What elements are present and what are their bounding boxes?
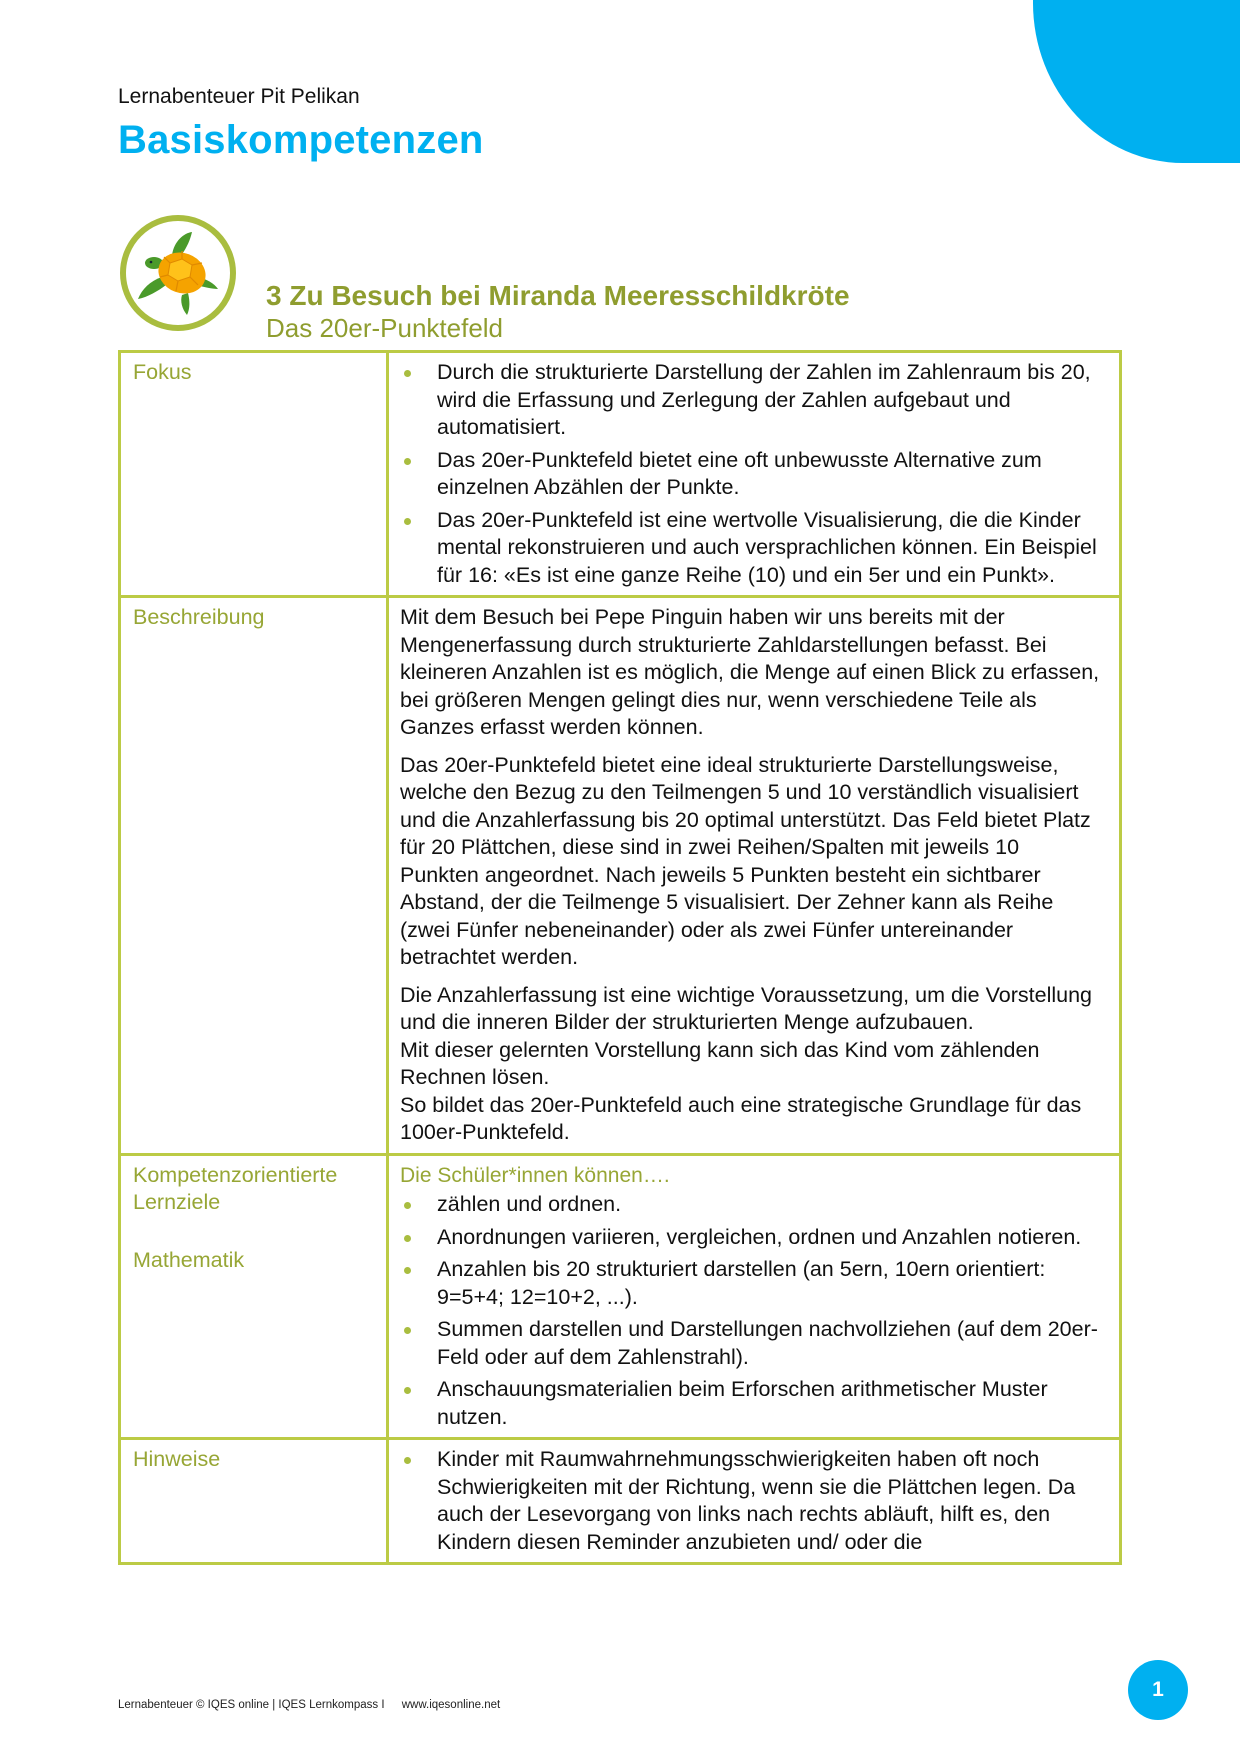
bullet-item: Anzahlen bis 20 strukturiert darstellen (an 5ern, 10ern orientiert: 9=5+4; 12=10+2, ...). bbox=[400, 1256, 1103, 1311]
bullet-item: Durch die strukturierte Darstellung der Zahlen im Zahlenraum bis 20, wird die Erfassung und Zerlegung der Zahlen aufgebaut und automatisiert. bbox=[400, 359, 1103, 442]
row-label-text: Kompetenzorientierte Lernziele bbox=[133, 1162, 338, 1214]
table-row-fokus bbox=[120, 352, 1121, 597]
paragraph: Das 20er-Punktefeld bietet eine ideal strukturierte Darstellungsweise, welche den Bezug zu den Teilmengen 5 und 10 verständlich visualisiert und die Anzahlerfassung bis 20 optimal unterstützt. Das Feld bietet Platz für 20 Plättchen, diese sind in zwei Reihen/Spalten mit jeweils 10 Punkten angeordnet. Nach jeweils 5 Punkten besteht ein sichtbarer Abstand, der die Teilmenge 5 visualisiert. Der Zehner kann als Reihe (zwei Fünfer nebeneinander) oder als zwei Fünfer untereinander betrachtet werden. bbox=[400, 752, 1091, 969]
row-content bbox=[388, 597, 1121, 1155]
row-label: Hinweise bbox=[120, 1439, 388, 1564]
table-row-hinweise bbox=[120, 1439, 1121, 1564]
paragraph: So bildet das 20er-Punktefeld auch eine strategische Grundlage für das 100er-Punktefeld. bbox=[400, 1092, 1082, 1144]
bullet-item: Summen darstellen und Darstellungen nachvollziehen (auf dem 20er-Feld oder auf dem Zahlenstrahl). bbox=[400, 1316, 1103, 1371]
footer-link[interactable]: www.iqesonline.net bbox=[401, 1699, 501, 1711]
row-content bbox=[388, 1439, 1121, 1564]
corner-decoration bbox=[1033, 0, 1240, 163]
page-number-badge: 1 bbox=[1128, 1660, 1188, 1720]
row-label bbox=[120, 1154, 388, 1439]
brand-name: Lernabenteuer Pit Pelikan bbox=[118, 85, 360, 108]
row-content bbox=[388, 352, 1121, 597]
unit-subtitle: Das 20er-Punktefeld bbox=[266, 313, 504, 343]
bullet-item: Das 20er-Punktefeld bietet eine oft unbewusste Alternative zum einzelnen Abzählen der Punkte. bbox=[400, 447, 1103, 502]
paragraph: Mit dieser gelernten Vorstellung kann sich das Kind vom zählenden Rechnen lösen. bbox=[400, 1037, 1040, 1089]
row-content bbox=[388, 1154, 1121, 1439]
bullet-item: zählen und ordnen. bbox=[400, 1191, 1103, 1219]
sea-turtle-icon bbox=[120, 215, 236, 331]
intro-text: Die Schüler*innen können…. bbox=[400, 1163, 670, 1187]
bullet-item: Anordnungen variieren, vergleichen, ordnen und Anzahlen notieren. bbox=[400, 1224, 1103, 1252]
row-sublabel: Mathematik bbox=[133, 1247, 245, 1272]
row-label: Fokus bbox=[120, 352, 388, 597]
bullet-item: Kinder mit Raumwahrnehmungsschwierigkeiten haben oft noch Schwierigkeiten mit der Richtung, wenn sie die Plättchen legen. Da auch der Lesevorgang von links nach rechts abläuft, hilft es, den Kindern diesen Reminder anzubieten und/ oder die bbox=[400, 1446, 1103, 1556]
footer bbox=[118, 1699, 500, 1711]
overview-table bbox=[118, 350, 1122, 1565]
page-title: Basiskompetenzen bbox=[118, 118, 484, 162]
table-row-lernziele bbox=[120, 1154, 1121, 1439]
paragraph: Die Anzahlerfassung ist eine wichtige Voraussetzung, um die Vorstellung und die inneren Bilder der strukturierten Menge aufzubauen. bbox=[400, 982, 1092, 1034]
bullet-item: Anschauungsmaterialien beim Erforschen arithmetischer Muster nutzen. bbox=[400, 1376, 1103, 1431]
table-row-beschreibung bbox=[120, 597, 1121, 1155]
row-label: Beschreibung bbox=[120, 597, 388, 1155]
paragraph: Mit dem Besuch bei Pepe Pinguin haben wir uns bereits mit der Mengenerfassung durch strukturierte Zahldarstellungen befasst. Bei kleineren Anzahlen ist es möglich, die Menge auf einen Blick zu erfassen, bei größeren Mengen gelingt dies nur, wenn verschiedene Teile als Ganzes erfasst werden können. bbox=[400, 605, 1100, 739]
unit-title: 3 Zu Besuch bei Miranda Meeresschildkröte bbox=[266, 280, 850, 311]
bullet-item: Das 20er-Punktefeld ist eine wertvolle Visualisierung, die die Kinder mental rekonstruieren und auch versprachlichen können. Ein Beispiel für 16: «Es ist eine ganze Reihe (10) und ein 5er und ein Punkt». bbox=[400, 507, 1103, 590]
footer-copyright: Lernabenteuer © IQES online | IQES Lernkompass I bbox=[118, 1699, 385, 1711]
